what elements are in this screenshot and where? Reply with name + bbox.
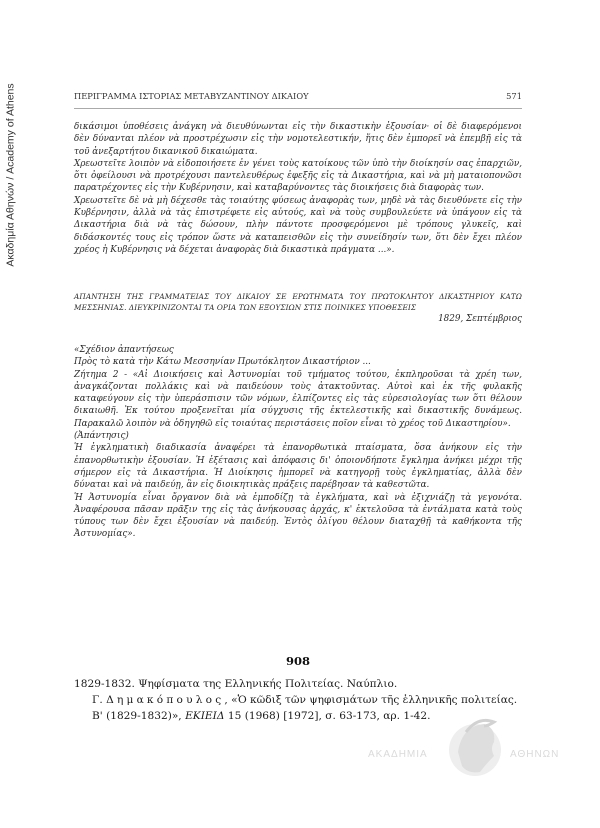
running-head-title: ΠΕΡΙΓΡΑΜΜΑ ΙΣΤΟΡΙΑΣ ΜΕΤΑΒΥΖΑΝΤΙΝΟΥ ΔΙΚΑΙΟΥ [74, 91, 309, 101]
side-watermark-text: Ακαδημία Αθηνών / Academy of Athens [5, 83, 17, 267]
quoted-document-text [74, 121, 522, 256]
watermark-text-left: ΑΚΑΔΗΜΙΑ [368, 749, 428, 760]
running-head [74, 91, 522, 109]
article-title: «Ὁ κῶδιξ τῶν ψηφισμάτων τῆς ἑλληνικῆς πολιτείας. Β' (1829-1832)», [92, 694, 518, 722]
document-heading [74, 291, 522, 324]
reply-line: «Σχέδιον ἀπαντήσεως [74, 345, 174, 355]
side-watermark [4, 40, 18, 310]
document-date: 1829, Σεπτέμβριος [438, 314, 522, 325]
author-surname: Δημακόπουλος [106, 694, 225, 706]
document-heading-caps: ΑΠΑΝΤΗΣΗ ΤΗΣ ΓΡΑΜΜΑΤΕΙΑΣ ΤΟΥ ΔΙΚΑΙΟΥ ΣΕ ΕΡΩΤΗΜΑΤΑ ΤΟΥ ΠΡΩΤΟΚΛΗΤΟΥ ΔΙΚΑΣΤΗΡΙΟΥ ΚΑΤΩ ΜΕΣΣΗΝΙΑΣ. ΔΙΕΥΚΡΙΝΙΖΟΝΤΑΙ ΤΑ ΟΡΙΑ ΤΩΝ ΕΞΟΥΣΙΩΝ ΣΤΙΣ ΠΟΙΝΙΚΕΣ ΥΠΟΘΕΣΕΙΣ [74, 292, 522, 313]
answer-label: (Ἀπάντησις) [74, 431, 129, 442]
quote-paragraph: Χρεωστεῖτε δὲ νὰ μὴ δέχεσθε τὰς τοιαύτης φύσεως ἀναφορὰς των, μηδὲ νὰ τὰς διευθύνετε εἰς τὴν Κυβέρνησιν, ἀλλὰ νὰ τὰς ἐπιστρέφετε εἰς αὐτούς, καὶ νὰ τοὺς συμβουλεύετε νὰ ὑπάγουν εἰς τὰ Δικαστήρια διὰ νὰ τὰς δώσουν, πλὴν πάντοτε προσφερόμενοι μὲ τρόπους γλυκεῖς, καὶ διδάσκοντές τους εἰς τρόπον ὥστε νὰ καταπεισθῶν εἰς τὴν συνείδησίν των, ὅτι δὲν ἔχει πλέον χρέος ἡ Κυβέρνησις νὰ δέχεται ἀναφορὰς διὰ δικαστικὰ πράγματα ...». [74, 195, 522, 255]
question-paragraph: Ζήτημα 2 - «Αἱ Διοικήσεις καὶ Ἀστυνομίαι τοῦ τμήματος τούτου, ἐκπληροῦσαι τὰ χρέη των, ἀναγκάζονται πολλάκις καὶ νὰ παιδεύουν τοὺς ἀτακτοῦντας. Αὐτοὶ καὶ ἐκ τῆς φυλακῆς καταφεύγουν εἰς τὴν ὑπεράσπισιν τῶν νόμων, ἐλπίζοντες εἰς τὰς εὐρεσιολογίας των ὅτι θέλουν δικαιωθῆ. Ἐκ τούτου προξενεῖται μία σύγχυσις τῆς ἐκτελεστικῆς καὶ δικαστικῆς δυνάμεως. Παρακαλῶ λοιπὸν νὰ ὁδηγηθῶ εἰς τοιαύτας περιστάσεις ποῖον εἶναι τὸ χρέος τοῦ Δικαστηρίου». [74, 369, 522, 429]
athena-head-logo-icon [444, 712, 506, 784]
journal-name: ΕΚΙΕΙΔ [185, 710, 225, 722]
answer-paragraph: Ἡ ἐγκληματικὴ διαδικασία ἀναφέρει τὰ ἐπανορθωτικὰ πταίσματα, ὅσα ἀνήκουν εἰς τὴν ἐπανορθωτικὴν ἐξουσίαν. Ἡ ἐξέτασις καὶ ἀπόφασις δι' ὁποιονδήποτε ἔγκλημα ἀνήκει μέχρι τῆς σήμερον εἰς τὰ Δικαστήρια. Ἡ Διοίκησις ἡμπορεῖ νὰ κατηγορῇ τοὺς ἐγκληματίας, ἀλλὰ δὲν δύναται καὶ νὰ παιδεύῃ, ἂν εἰς διοικητικὰς πράξεις παρέβησαν τὰ καθεστῶτα. [74, 443, 522, 491]
watermark-text-right: ΑΘΗΝΩΝ [510, 749, 560, 760]
author-initial: Γ. [92, 694, 103, 706]
citation-tail: 15 (1968) [1972], σ. 63-173, αρ. 1-42. [227, 710, 431, 722]
academy-watermark [368, 712, 578, 784]
answer-paragraph: Ἡ Ἀστυνομία εἶναι ὄργανον διὰ νὰ ἐμποδίζῃ τὰ ἐγκλήματα, καὶ νὰ ἐξιχνιάζῃ τὰ γεγονότα. Ἀναφέρουσα πᾶσαν πρᾶξιν της εἰς τὰς ἀνήκουσας ἀρχάς, κ' ἐκτελοῦσα τὰ ἐντάλματα κατὰ τοὺς τύπους των δὲν ἔχει ἐξουσίαν νὰ παιδεύῃ. Ἐντὸς ὀλίγου θέλουν διαταχθῇ τὰ καθήκοντα τῆς Ἀστυνομίας». [74, 492, 522, 540]
entry-line-1: 1829-1832. Ψηφίσματα της Ελληνικής Πολιτείας. Ναύπλιο. [74, 678, 398, 690]
quote-paragraph: Χρεωστεῖτε λοιπὸν νὰ εἰδοποιήσετε ἐν γένει τοὺς κατοίκους τῶν ὑπὸ τὴν διοίκησίν σας ἐπαρχιῶν, ὅτι ὀφείλουσι νὰ προτρέχουσι παντελευθέρως ἐφεξῆς εἰς τὰ Δικαστήρια, καὶ νὰ μὴ ματαιοπονῶσι παρατρέχοντες εἰς τὴν Κυβέρνησιν, καὶ καταβαρύνοντες τὰς διοικήσεις διὰ διαφορὰς των. [74, 158, 522, 194]
reply-text [74, 344, 522, 541]
entry-number: 908 [285, 654, 310, 668]
reply-line: Πρὸς τὸ κατὰ τὴν Κάτω Μεσσηνίαν Πρωτόκλητον Δικαστήριον ... [74, 357, 371, 368]
entry-citation: Γ. Δημακόπουλος, «Ὁ κῶδιξ τῶν ψηφισμάτων τῆς ἑλληνικῆς πολιτείας. Β' (1829-1832)», ΕΚΙΕΙΔ 15 (1968) [1972], σ. 63-173, αρ. 1-42. [92, 694, 518, 722]
quote-paragraph: δικάσιμοι ὑποθέσεις ἀνάγκη νὰ διευθύνωνται εἰς τὴν δικαστικὴν ἐξουσίαν· οἱ δὲ διαφερόμενοι δὲν δύνανται πλέον νὰ προστρέχωσιν εἰς τὴν νομοτελεστικήν, ἥτις δὲν ἐμπορεῖ νὰ ἐπεμβῇ εἰς τὰ τοῦ ἀνεξαρτήτου δικανικοῦ δικαιώματα. [74, 122, 522, 157]
page-number: 571 [506, 91, 522, 101]
